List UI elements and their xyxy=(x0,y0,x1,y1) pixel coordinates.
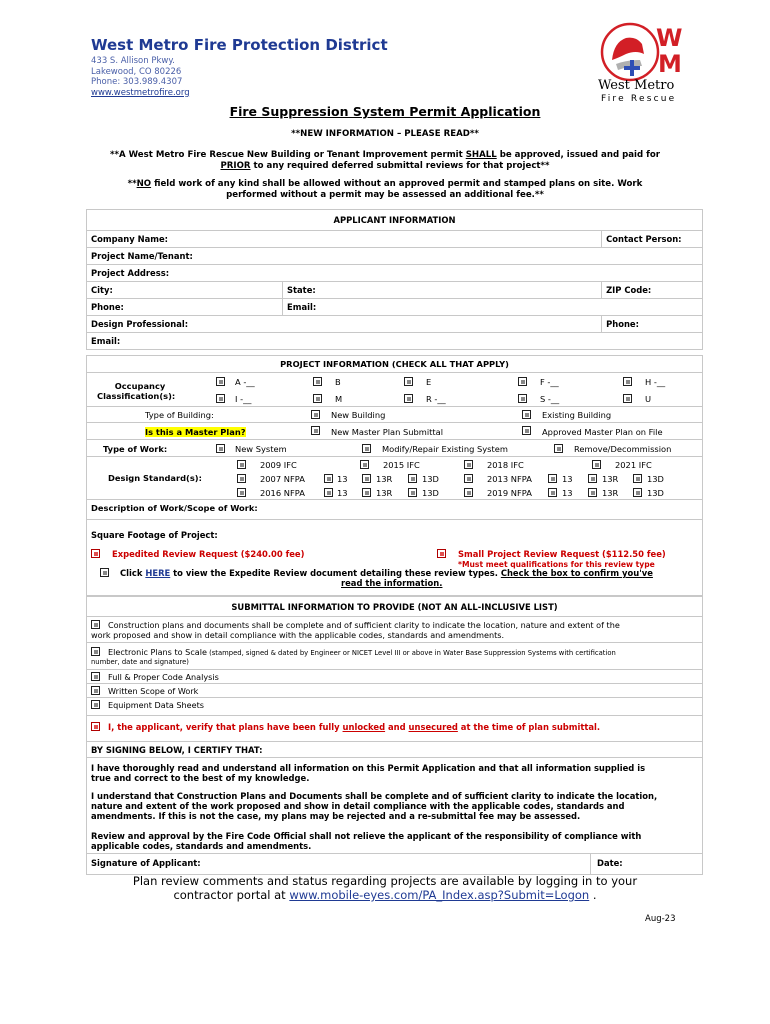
certify-p3-line-2: applicable codes, standards and amendments. xyxy=(91,841,312,851)
new-master-plan-label: New Master Plan Submittal xyxy=(331,427,444,437)
verify-text: and xyxy=(385,722,409,732)
certify-header: BY SIGNING BELOW, I CERTIFY THAT: xyxy=(91,745,263,755)
website-link[interactable]: www.westmetrofire.org xyxy=(91,87,190,98)
modify-repair-label: Modify/Repair Existing System xyxy=(382,444,508,454)
nfpa-13r-label: 13R xyxy=(602,474,619,484)
verify-unsecured-word: unsecured xyxy=(408,722,458,732)
divider xyxy=(87,439,702,440)
new-info-notice: **NEW INFORMATION – PLEASE READ** xyxy=(291,129,479,139)
divider xyxy=(87,372,702,373)
small-project-checkbox[interactable] xyxy=(437,549,446,558)
existing-building-checkbox[interactable] xyxy=(522,410,531,419)
nfpa-13-checkbox[interactable] xyxy=(548,488,557,497)
std-2015-ifc-label: 2015 IFC xyxy=(383,460,420,470)
nfpa-13-label: 13 xyxy=(337,488,348,498)
notice-text: to any required deferred submittal reviews for that project** xyxy=(250,161,550,171)
notice-line-2 xyxy=(60,161,710,172)
nfpa-13r-checkbox[interactable] xyxy=(588,488,597,497)
std-2007-nfpa-label: 2007 NFPA xyxy=(260,474,305,484)
occupancy-b-checkbox[interactable] xyxy=(313,377,322,386)
nfpa-13-checkbox[interactable] xyxy=(324,474,333,483)
occupancy-f-checkbox[interactable] xyxy=(518,377,527,386)
square-footage-label[interactable]: Square Footage of Project: xyxy=(91,530,218,540)
nfpa-13-checkbox[interactable] xyxy=(324,488,333,497)
applicant-header: APPLICANT INFORMATION xyxy=(87,210,703,231)
notice-text: be approved, issued and paid for xyxy=(496,150,661,160)
state-field[interactable]: State: xyxy=(283,282,602,299)
divider xyxy=(87,406,702,407)
expedite-text: Click xyxy=(120,568,146,578)
approved-master-plan-label: Approved Master Plan on File xyxy=(542,427,663,437)
expedited-review-label: Expedited Review Request ($240.00 fee) xyxy=(112,549,305,559)
nfpa-13-label: 13 xyxy=(337,474,348,484)
existing-building-label: Existing Building xyxy=(542,410,612,420)
design-phone-field[interactable]: Phone: xyxy=(602,316,703,333)
company-name-field[interactable]: Company Name: xyxy=(87,231,602,248)
nfpa-13d-checkbox[interactable] xyxy=(408,488,417,497)
occupancy-u-label: U xyxy=(645,394,652,404)
equipment-data-checkbox[interactable] xyxy=(91,700,100,709)
written-scope-label: Written Scope of Work xyxy=(108,686,199,696)
divider xyxy=(87,715,702,716)
nfpa-13-label: 13 xyxy=(562,474,573,484)
city-field[interactable]: City: xyxy=(87,282,283,299)
occupancy-u-checkbox[interactable] xyxy=(623,394,632,403)
divider xyxy=(87,642,702,643)
description-label[interactable]: Description of Work/Scope of Work: xyxy=(91,503,258,513)
std-2007-nfpa-checkbox[interactable] xyxy=(237,474,246,483)
new-building-checkbox[interactable] xyxy=(311,410,320,419)
confirm-read-checkbox[interactable] xyxy=(100,568,109,577)
date-field[interactable]: Date: xyxy=(597,858,623,868)
verify-unlocked-word: unlocked xyxy=(342,722,386,732)
type-building-label: Type of Building: xyxy=(145,410,214,420)
notice-line-3 xyxy=(60,179,710,190)
divider xyxy=(590,854,591,874)
logo-letter-w: W xyxy=(656,24,683,52)
verify-text: at the time of plan submittal. xyxy=(457,722,601,732)
footer-text: . xyxy=(589,888,597,902)
occupancy-r-label: R -__ xyxy=(426,394,446,404)
electronic-plans-detail: (stamped, signed & dated by Engineer or NICET Level III or above in Water Base Suppression Systems with certification xyxy=(206,649,616,657)
std-2015-ifc-checkbox[interactable] xyxy=(360,460,369,469)
occupancy-e-label: E xyxy=(426,377,432,387)
form-title: Fire Suppression System Permit Application xyxy=(229,104,541,119)
remove-decommission-label: Remove/Decommission xyxy=(574,444,672,454)
modify-repair-checkbox[interactable] xyxy=(362,444,371,453)
divider xyxy=(87,456,702,457)
construction-plans-checkbox[interactable] xyxy=(91,620,100,629)
project-header: PROJECT INFORMATION (CHECK ALL THAT APPLY) xyxy=(280,359,509,369)
notice-line-1 xyxy=(60,150,710,161)
org-address xyxy=(91,56,190,98)
classification-label: Classification(s): xyxy=(97,391,176,401)
type-work-label: Type of Work: xyxy=(103,444,168,454)
verify-text: I, the applicant, verify that plans have been fully xyxy=(108,722,343,732)
nfpa-13d-checkbox[interactable] xyxy=(633,474,642,483)
occupancy-s-label: S -__ xyxy=(540,394,560,404)
divider xyxy=(87,697,702,698)
std-2016-nfpa-label: 2016 NFPA xyxy=(260,488,305,498)
square-footage-section xyxy=(86,520,703,596)
occupancy-m-label: M xyxy=(335,394,343,404)
occupancy-e-checkbox[interactable] xyxy=(404,377,413,386)
occupancy-m-checkbox[interactable] xyxy=(313,394,322,403)
certify-p2-line-3: amendments. If this is not the case, my plans may be rejected and a re-submittal fee may be assessed. xyxy=(91,811,581,821)
here-link[interactable]: HERE xyxy=(145,568,171,578)
submittal-header: SUBMITTAL INFORMATION TO PROVIDE (NOT AN ALL-INCLUSIVE LIST) xyxy=(231,602,558,612)
std-2016-nfpa-checkbox[interactable] xyxy=(237,488,246,497)
occupancy-h-label: H -__ xyxy=(645,377,666,387)
read-info-text: read the information. xyxy=(341,578,443,588)
std-2019-nfpa-label: 2019 NFPA xyxy=(487,488,532,498)
occupancy-f-label: F -__ xyxy=(540,377,559,387)
expedited-review-checkbox[interactable] xyxy=(91,549,100,558)
notice-text: ** xyxy=(127,179,137,189)
divider xyxy=(87,757,702,758)
email-field[interactable]: Email: xyxy=(283,299,703,316)
nfpa-13d-label: 13D xyxy=(422,474,439,484)
check-box-text: Check the box to confirm you've xyxy=(500,568,653,578)
submittal-section xyxy=(86,596,703,742)
occupancy-r-checkbox[interactable] xyxy=(404,394,413,403)
design-standards-label: Design Standard(s): xyxy=(108,473,202,483)
footer-line-2 xyxy=(0,888,770,902)
nfpa-13d-label: 13D xyxy=(647,474,664,484)
nfpa-13r-label: 13R xyxy=(376,474,393,484)
std-2019-nfpa-checkbox[interactable] xyxy=(464,488,473,497)
notice-shall: SHALL xyxy=(465,150,497,160)
nfpa-13r-checkbox[interactable] xyxy=(588,474,597,483)
applicant-table xyxy=(86,209,703,350)
occupancy-h-checkbox[interactable] xyxy=(623,377,632,386)
written-scope-checkbox[interactable] xyxy=(91,686,100,695)
footer-text: contractor portal at xyxy=(173,888,290,902)
divider xyxy=(87,499,702,500)
portal-link[interactable]: www.mobile-eyes.com/PA_Index.asp?Submit=Logon xyxy=(289,888,590,902)
divider xyxy=(87,683,702,684)
logo-letter-m: M xyxy=(658,50,682,78)
construction-plans-line-1: Construction plans and documents shall be complete and of sufficient clarity to indicate the location, nature and extent of the xyxy=(108,620,620,630)
address-line-1: 433 S. Allison Pkwy. xyxy=(91,56,175,66)
new-building-label: New Building xyxy=(331,410,386,420)
equipment-data-label: Equipment Data Sheets xyxy=(108,700,205,710)
certification-section xyxy=(86,742,703,875)
new-system-checkbox[interactable] xyxy=(216,444,225,453)
expedite-info-line xyxy=(120,568,653,578)
design-email-field[interactable]: Email: xyxy=(87,333,703,350)
notice-prior: PRIOR xyxy=(220,161,251,171)
nfpa-13d-label: 13D xyxy=(647,488,664,498)
occupancy-a-label: A -__ xyxy=(235,377,255,387)
std-2009-ifc-label: 2009 IFC xyxy=(260,460,297,470)
nfpa-13d-checkbox[interactable] xyxy=(633,488,642,497)
occupancy-label: Occupancy xyxy=(114,381,166,391)
org-name: West Metro Fire Protection District xyxy=(91,36,388,54)
version-date: Aug-23 xyxy=(645,914,676,924)
project-address-field[interactable]: Project Address: xyxy=(87,265,703,282)
phone-line: Phone: 303.989.4307 xyxy=(91,77,183,87)
notice-no: NO xyxy=(136,179,152,189)
notice-text: field work of any kind shall be allowed without an approved permit and stamped plans on site. Work xyxy=(151,179,643,189)
code-analysis-label: Full & Proper Code Analysis xyxy=(108,672,219,682)
code-analysis-checkbox[interactable] xyxy=(91,672,100,681)
notice-line-4: performed without a permit may be assessed an additional fee.** xyxy=(226,190,544,200)
nfpa-13-checkbox[interactable] xyxy=(548,474,557,483)
project-name-field[interactable]: Project Name/Tenant: xyxy=(87,248,703,265)
std-2018-ifc-checkbox[interactable] xyxy=(464,460,473,469)
certify-p2-line-2: nature and extent of the work proposed and show in detail compliance with the applicable codes, standards and xyxy=(91,801,625,811)
expedite-text: to view the Expedite Review document detailing these review types. xyxy=(170,568,501,578)
nfpa-13d-label: 13D xyxy=(422,488,439,498)
address-line-2: Lakewood, CO 80226 xyxy=(91,66,182,77)
electronic-plans-text: Electronic Plans to Scale xyxy=(108,647,207,657)
design-professional-field[interactable]: Design Professional: xyxy=(87,316,602,333)
occupancy-b-label: B xyxy=(335,377,341,387)
nfpa-13r-label: 13R xyxy=(602,488,619,498)
certify-p1-line-1: I have thoroughly read and understand all information on this Permit Application and that all information supplied is xyxy=(91,763,646,773)
occupancy-s-checkbox[interactable] xyxy=(518,394,527,403)
divider xyxy=(87,669,702,670)
std-2018-ifc-label: 2018 IFC xyxy=(487,460,524,470)
certify-p2-line-1: I understand that Construction Plans and Documents shall be complete and of sufficient clarity to indicate the location, xyxy=(91,791,658,801)
must-meet-note: *Must meet qualifications for this review type xyxy=(458,560,655,569)
nfpa-13r-checkbox[interactable] xyxy=(362,474,371,483)
occupancy-i-label: I -__ xyxy=(235,394,252,404)
std-2021-ifc-checkbox[interactable] xyxy=(592,460,601,469)
footer-note xyxy=(0,874,770,902)
std-2013-nfpa-checkbox[interactable] xyxy=(464,474,473,483)
divider xyxy=(87,853,702,854)
divider xyxy=(87,422,702,423)
project-info-section xyxy=(86,355,703,520)
nfpa-13d-checkbox[interactable] xyxy=(408,474,417,483)
read-info-line xyxy=(341,578,442,588)
logo-subtitle: Fire Rescue xyxy=(601,94,677,104)
nfpa-13-label: 13 xyxy=(562,488,573,498)
nfpa-13r-label: 13R xyxy=(376,488,393,498)
certify-p3-line-1: Review and approval by the Fire Code Official shall not relieve the applicant of the responsibility of compliance with xyxy=(91,831,642,841)
phone-field[interactable]: Phone: xyxy=(87,299,283,316)
occupancy-a-checkbox[interactable] xyxy=(216,377,225,386)
footer-line-1: Plan review comments and status regarding projects are available by logging in to your xyxy=(132,874,638,888)
notice-text: **A West Metro Fire Rescue New Building or Tenant Improvement permit xyxy=(109,150,466,160)
construction-plans-line-2: work proposed and show in detail compliance with the applicable codes, standards and amendments. xyxy=(91,630,505,640)
electronic-plans-line-2: number, date and signature) xyxy=(91,658,189,666)
signature-field[interactable]: Signature of Applicant: xyxy=(91,858,201,868)
verify-unlocked-checkbox[interactable] xyxy=(91,722,100,731)
electronic-plans-checkbox[interactable] xyxy=(91,647,100,656)
std-2009-ifc-checkbox[interactable] xyxy=(237,460,246,469)
contact-person-field[interactable]: Contact Person: xyxy=(602,231,703,248)
small-project-label: Small Project Review Request ($112.50 fee) xyxy=(458,549,666,559)
approved-master-plan-checkbox[interactable] xyxy=(522,426,531,435)
std-2021-ifc-label: 2021 IFC xyxy=(615,460,652,470)
nfpa-13r-checkbox[interactable] xyxy=(362,488,371,497)
new-master-plan-checkbox[interactable] xyxy=(311,426,320,435)
zip-field[interactable]: ZIP Code: xyxy=(602,282,703,299)
certify-p1-line-2: true and correct to the best of my knowledge. xyxy=(91,773,310,783)
divider xyxy=(87,616,702,617)
logo-name: West Metro xyxy=(598,78,675,93)
occupancy-i-checkbox[interactable] xyxy=(216,394,225,403)
electronic-plans-line-1 xyxy=(108,647,616,657)
remove-decommission-checkbox[interactable] xyxy=(554,444,563,453)
std-2013-nfpa-label: 2013 NFPA xyxy=(487,474,532,484)
master-plan-label: Is this a Master Plan? xyxy=(145,427,246,437)
verify-unlocked-line xyxy=(108,722,600,732)
new-system-label: New System xyxy=(235,444,287,454)
